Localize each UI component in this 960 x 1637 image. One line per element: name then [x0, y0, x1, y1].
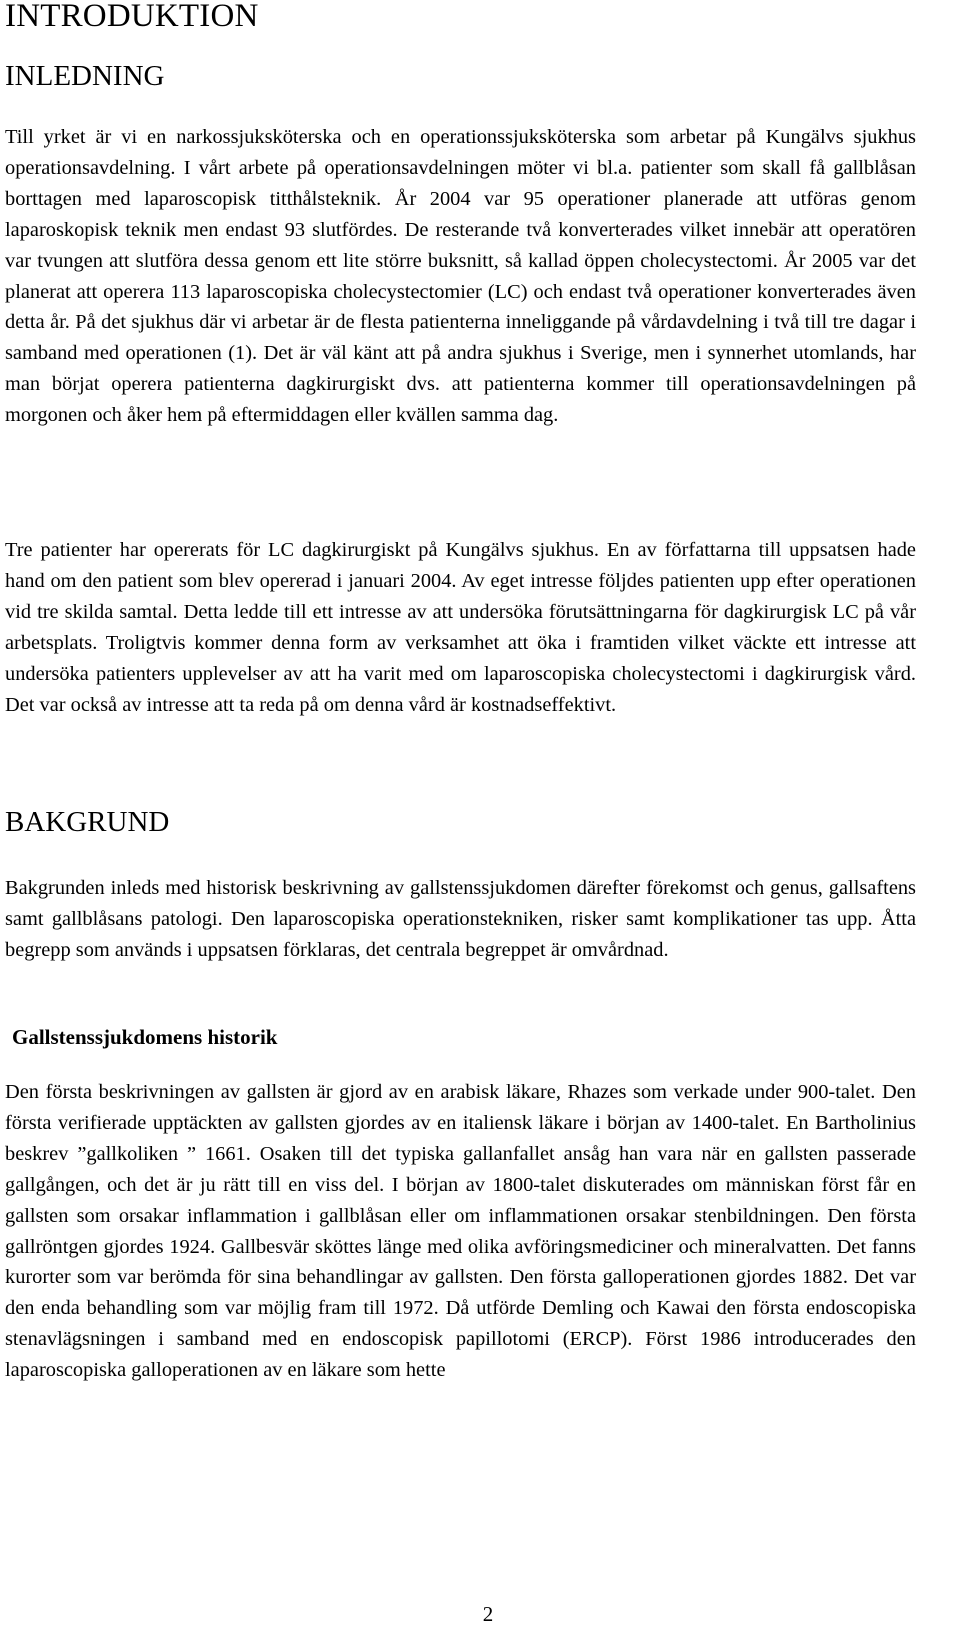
paragraph-inledning-2: Tre patienter har opererats för LC dagkirurgiskt på Kungälvs sjukhus. En av författarna till uppsatsen hade hand om den patient som blev opererad i januari 2004. Av eget intresse följdes patienten upp efter operationen vid tre skilda samtal. Detta ledde till ett intresse av att undersöka förutsättningarna för dagkirurgisk LC på vår arbetsplats. Troligtvis kommer denna form av verksamhet att öka i framtiden vilket väckte ett intresse att undersöka patienters upplevelser av att ha varit med om laparoscopiska cholecystectomi i dagkirurgisk vård. Det var också av intresse att ta reda på om denna vård är kostnadseffektivt.	[5, 539, 916, 716]
paragraph-historik: Den första beskrivningen av gallsten är gjord av en arabisk läkare, Rhazes som verkade under 900-talet. Den första verifierade upptäckten av gallsten gjordes av en italiensk läkare i början av 1400-talet. En Bartholinius beskrev ”gallkoliken ” 1661. Osaken till det typiska gallanfallet ansåg han vara när en gallsten passerade gallgången, och det är ju rätt till en viss del. I början av 1800-talet diskuterades om människan först får en gallsten som orsakar inflammation i gallblåsan eller om inflammationen orsakar stenbildningen. Den första gallröntgen gjordes 1924. Gallbesvär sköttes länge med olika avföringsmediciner och mineralvatten. Det fanns kurorter som var berömda för sina behandlingar av gallsten. Den första galloperationen gjordes 1882. Det var den enda behandling som var möjlig fram till 1972. Då utförde Demling och Kawai den första endoscopiska stenavlägsningen i samband med en endoscopisk papillotomi (ERCP). Först 1986 introducerades den laparoscopiska galloperationen av en läkare som hette	[5, 1081, 916, 1382]
section-title-inledning: INLEDNING	[5, 60, 165, 92]
page-number: 2	[482, 1602, 494, 1626]
chapter-title: INTRODUKTION	[5, 0, 259, 34]
paragraph-inledning-1: Till yrket är vi en narkossjuksköterska och en operationssjuksköterska som arbetar på Kungälvs sjukhus operationsavdelning. I vårt arbete på operationsavdelningen möter vi bl.a. patienter som skall få gallblåsan borttagen med laparoscopisk titthålsteknik. År 2004 var 95 operationer planerade att utföras genom laparoskopisk teknik men endast 93 slutfördes. De resterande två konverterades vilket innebär att operatören var tvungen att slutföra dessa genom ett lite större buksnitt, så kallad öppen cholecystectomi. År 2005 var det planerat att operera 113 laparoscopiska cholecystectomier (LC) och endast två operationer konverterades även detta år. På det sjukhus där vi arbetar är de flesta patienterna inneliggande på vårdavdelning i två till tre dagar i samband med operationen (1). Det är väl känt att på andra sjukhus i Sverige, men i synnerhet utomlands, har man börjat operera patienterna dagkirurgiskt dvs. att patienterna kommer till operationsavdelningen på morgonen och åker hem på eftermiddagen eller kvällen samma dag.	[5, 126, 916, 427]
subsection-title-historik: Gallstenssjukdomens historik	[12, 1025, 278, 1049]
section-title-bakgrund: BAKGRUND	[5, 806, 170, 838]
paragraph-bakgrund: Bakgrunden inleds med historisk beskrivning av gallstenssjukdomen därefter förekomst och genus, gallsaftens samt gallblåsans patologi. Den laparoscopiska operationstekniken, risker samt komplikationer tas upp. Åtta begrepp som används i uppsatsen förklaras, det centrala begreppet är omvårdnad.	[5, 877, 916, 961]
